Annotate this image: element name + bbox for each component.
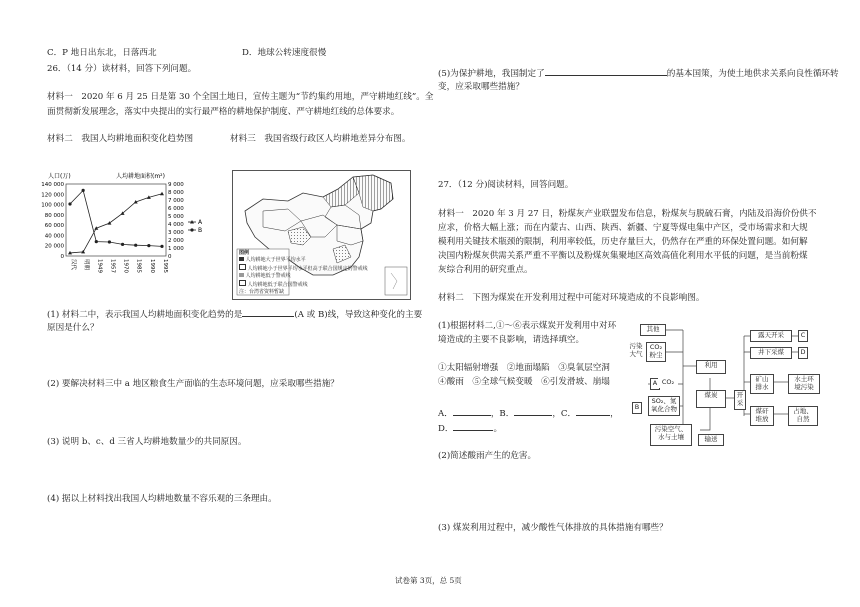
x-tick-label: 1990: [148, 259, 155, 273]
diagram-mine-drain: 矿山 排水: [750, 374, 774, 394]
right-tick-label: 7 000: [168, 198, 184, 204]
map-legend-2: 人均耕地小于世界平均水平但高于联合国规定的警戒线: [239, 264, 368, 273]
diagram-co2: CO₂: [658, 378, 678, 388]
right-tick-label: 4 000: [168, 222, 184, 228]
material3-label: 材料三 我国省级行政区人均耕地差异分布图。: [230, 134, 411, 144]
x-tick-label: 1995: [162, 259, 168, 273]
diagram-gangue: 煤矸 堆放: [750, 406, 774, 426]
x-tick-label: 汉代: [70, 259, 76, 271]
diagram-well-mining: 井下采煤: [750, 347, 792, 359]
left-tick-label: 80 000: [44, 212, 64, 219]
m1-line4: 决国内粉煤灰供需关系严重不平衡以及粉煤灰集聚地区高效高值化利用水平低的问题，是当前粉煤: [438, 251, 808, 261]
diagram-a: A: [650, 378, 660, 390]
q5-line1: (5)为保护耕地，我国制定了 的基本国策，为使土地供求关系向良性循环转: [438, 66, 839, 80]
right-axis-label: 人均耕地面积(m²): [116, 173, 165, 180]
diagram-co2-dust: CO₂ 粉尘: [646, 342, 666, 362]
series-b-point: [108, 240, 111, 243]
diagram-coal: 煤炭: [696, 390, 726, 408]
right-tick-label: 9 000: [168, 182, 184, 188]
diagram-other: 其他: [640, 324, 666, 336]
right-tick-label: 1 000: [168, 246, 184, 252]
q1-answer-blank[interactable]: [242, 307, 294, 317]
series-a-line: [70, 194, 162, 253]
left-tick-label: 40 000: [44, 233, 64, 240]
x-tick-label: 1985: [135, 259, 142, 273]
q27-1-line2: 境造成的主要不良影响，请选择填空。: [438, 335, 585, 345]
x-tick-label: 1957: [109, 259, 116, 273]
coal-impact-diagram: [628, 320, 828, 450]
series-b-point: [134, 244, 137, 247]
diagram-mining: 开 采: [734, 390, 746, 410]
q4-question: (4) 据以上材料找出我国人均耕地数量不容乐观的三条理由。: [47, 494, 277, 504]
blank-d-line: D． 。: [438, 421, 502, 435]
m1-line5: 灰综合利用的研究重点。: [438, 265, 533, 275]
right-tick-label: 6 000: [168, 206, 184, 212]
blank-a[interactable]: [453, 406, 491, 416]
blank-d[interactable]: [453, 421, 493, 431]
series-a-point: [160, 192, 164, 196]
map-legend-3: 人均耕地低于警戒线: [239, 273, 368, 280]
china-map: [232, 170, 411, 300]
q2-question: (2) 要解决材料三中 a 地区粮食生产面临的生态环境问题，应采取哪些措施？: [47, 379, 339, 389]
left-axis-label: 人口(万): [48, 173, 71, 180]
map-legend-title: 图例: [239, 250, 250, 256]
blanks-abc: A． ，B． ，C． ，: [438, 406, 619, 420]
map-note: 注：台湾省资料暂缺: [239, 289, 285, 295]
diagram-c: C: [798, 330, 808, 342]
blank-c[interactable]: [576, 406, 610, 416]
left-tick-label: 0: [60, 254, 64, 260]
m1-line2: 应求，价格大幅上涨；而在内蒙古、山西、陕西、新疆、宁夏等煤电集中产区，受市场需求和大规: [438, 223, 808, 233]
left-tick-label: 60 000: [44, 223, 64, 230]
q27-1-line1: (1)根据材料二,①～⑥表示煤炭开发利用中对环: [438, 321, 617, 331]
series-b-point: [68, 202, 71, 205]
material2-label: 材料二 我国人均耕地面积变化趋势图: [47, 134, 194, 144]
legend-a-label: A: [198, 219, 203, 226]
right-tick-label: 3 000: [168, 230, 184, 236]
legend-b-marker: [190, 228, 193, 231]
diagram-use: 利用: [696, 360, 726, 374]
option-c: C．P 地日出东北，日落西北: [47, 48, 157, 58]
diagram-pollute: 污染空气、 水与土壤: [650, 424, 692, 446]
q27-3-question: (3) 煤炭利用过程中，减少酸性气体排放的具体措施有哪些？: [438, 523, 668, 533]
diagram-b: B: [632, 402, 642, 414]
m1-line3: 模利用关键技术瓶颈的限制，利用率较低，历史存量巨大，仍然存在严重的环保处置问题。如何解: [438, 237, 808, 247]
plot-frame: [66, 184, 166, 256]
series-b-point: [121, 243, 124, 246]
right-tick-label: 2 000: [168, 238, 184, 244]
q3-question: (3) 说明 b、c、d 三省人均耕地数量少的共同原因。: [47, 437, 247, 447]
q1-line2: 原因是什么？: [47, 323, 99, 333]
blank-b[interactable]: [514, 406, 552, 416]
left-tick-label: 100 000: [41, 202, 64, 209]
legend-b-label: B: [198, 227, 203, 234]
x-tick-label: 明朝: [83, 259, 90, 271]
options-line2: ④酸雨 ⑤全球气候变暖 ⑥引发滑坡、崩塌: [438, 377, 610, 387]
m1-line1: 材料一 2020 年 3 月 27 日，粉煤灰产业联盟发布信息，粉煤灰与脱硫石膏，内陆及沿海价份供不: [438, 209, 817, 219]
q5-answer-blank[interactable]: [545, 66, 667, 76]
series-b-point: [82, 189, 85, 192]
q1-line1: (1) 材料二中，表示我国人均耕地面积变化趋势的是 (A 或 B)线，导致这种变化的主要: [47, 307, 422, 321]
options-line1: ①太阳辐射增强 ②地面塌陷 ③臭氧层空洞: [438, 363, 610, 373]
q5-line2: 变，应采取哪些措施？: [438, 82, 524, 92]
q26-title: 26．（14 分）读材料，回答下列问题。: [47, 64, 197, 74]
diagram-atmosphere: 污染 大气: [629, 342, 643, 358]
material1-line2: 面贯彻新发展理念，落实中央提出的实行最严格的耕地保护制度、严守耕地红线的总体要求。: [47, 107, 400, 117]
q27-title: 27．（12 分)阅读材料，回答问题。: [438, 180, 574, 190]
page-footer: 试卷第 3页，总 5页: [395, 576, 462, 585]
left-tick-label: 120 000: [41, 192, 64, 199]
left-tick-label: 140 000: [41, 182, 64, 188]
material1-line1: 材料一 2020 年 6 月 25 日是第 30 个全国土地日，宣传主题为“节约集约用地，严守耕地红线”。全: [47, 92, 434, 102]
left-tick-label: 20 000: [44, 243, 64, 250]
right-tick-label: 5 000: [168, 214, 184, 220]
map-legend-1: 人均耕地大于世界平均水平: [239, 257, 368, 264]
diagram-d: D: [798, 347, 808, 359]
right-tick-label: 0: [168, 254, 172, 260]
cultivated-land-trend-chart: [34, 170, 206, 282]
diagram-so2: SO₂、氮 氧化合物: [648, 396, 680, 416]
option-d: D．地球公转速度很慢: [242, 48, 327, 58]
x-tick-label: 1949: [96, 259, 103, 273]
right-tick-label: 8 000: [168, 190, 184, 196]
diagram-open-pit: 露天开采: [750, 330, 792, 342]
series-b-point: [95, 240, 98, 243]
diagram-occupy: 占地、 自然: [788, 406, 818, 426]
series-b-point: [160, 245, 163, 248]
x-tick-label: 1970: [122, 259, 129, 273]
diagram-water-pollution: 水土环 境污染: [788, 374, 820, 394]
map-legend-4: 人均耕地低于联合国警戒线: [239, 280, 368, 289]
q27-2-question: (2)简述酸雨产生的危害。: [438, 451, 537, 461]
diagram-transport: 输送: [698, 434, 724, 446]
m2-label: 材料二 下图为煤炭在开发利用过程中可能对环境造成的不良影响图。: [438, 293, 705, 303]
series-b-point: [147, 244, 150, 247]
